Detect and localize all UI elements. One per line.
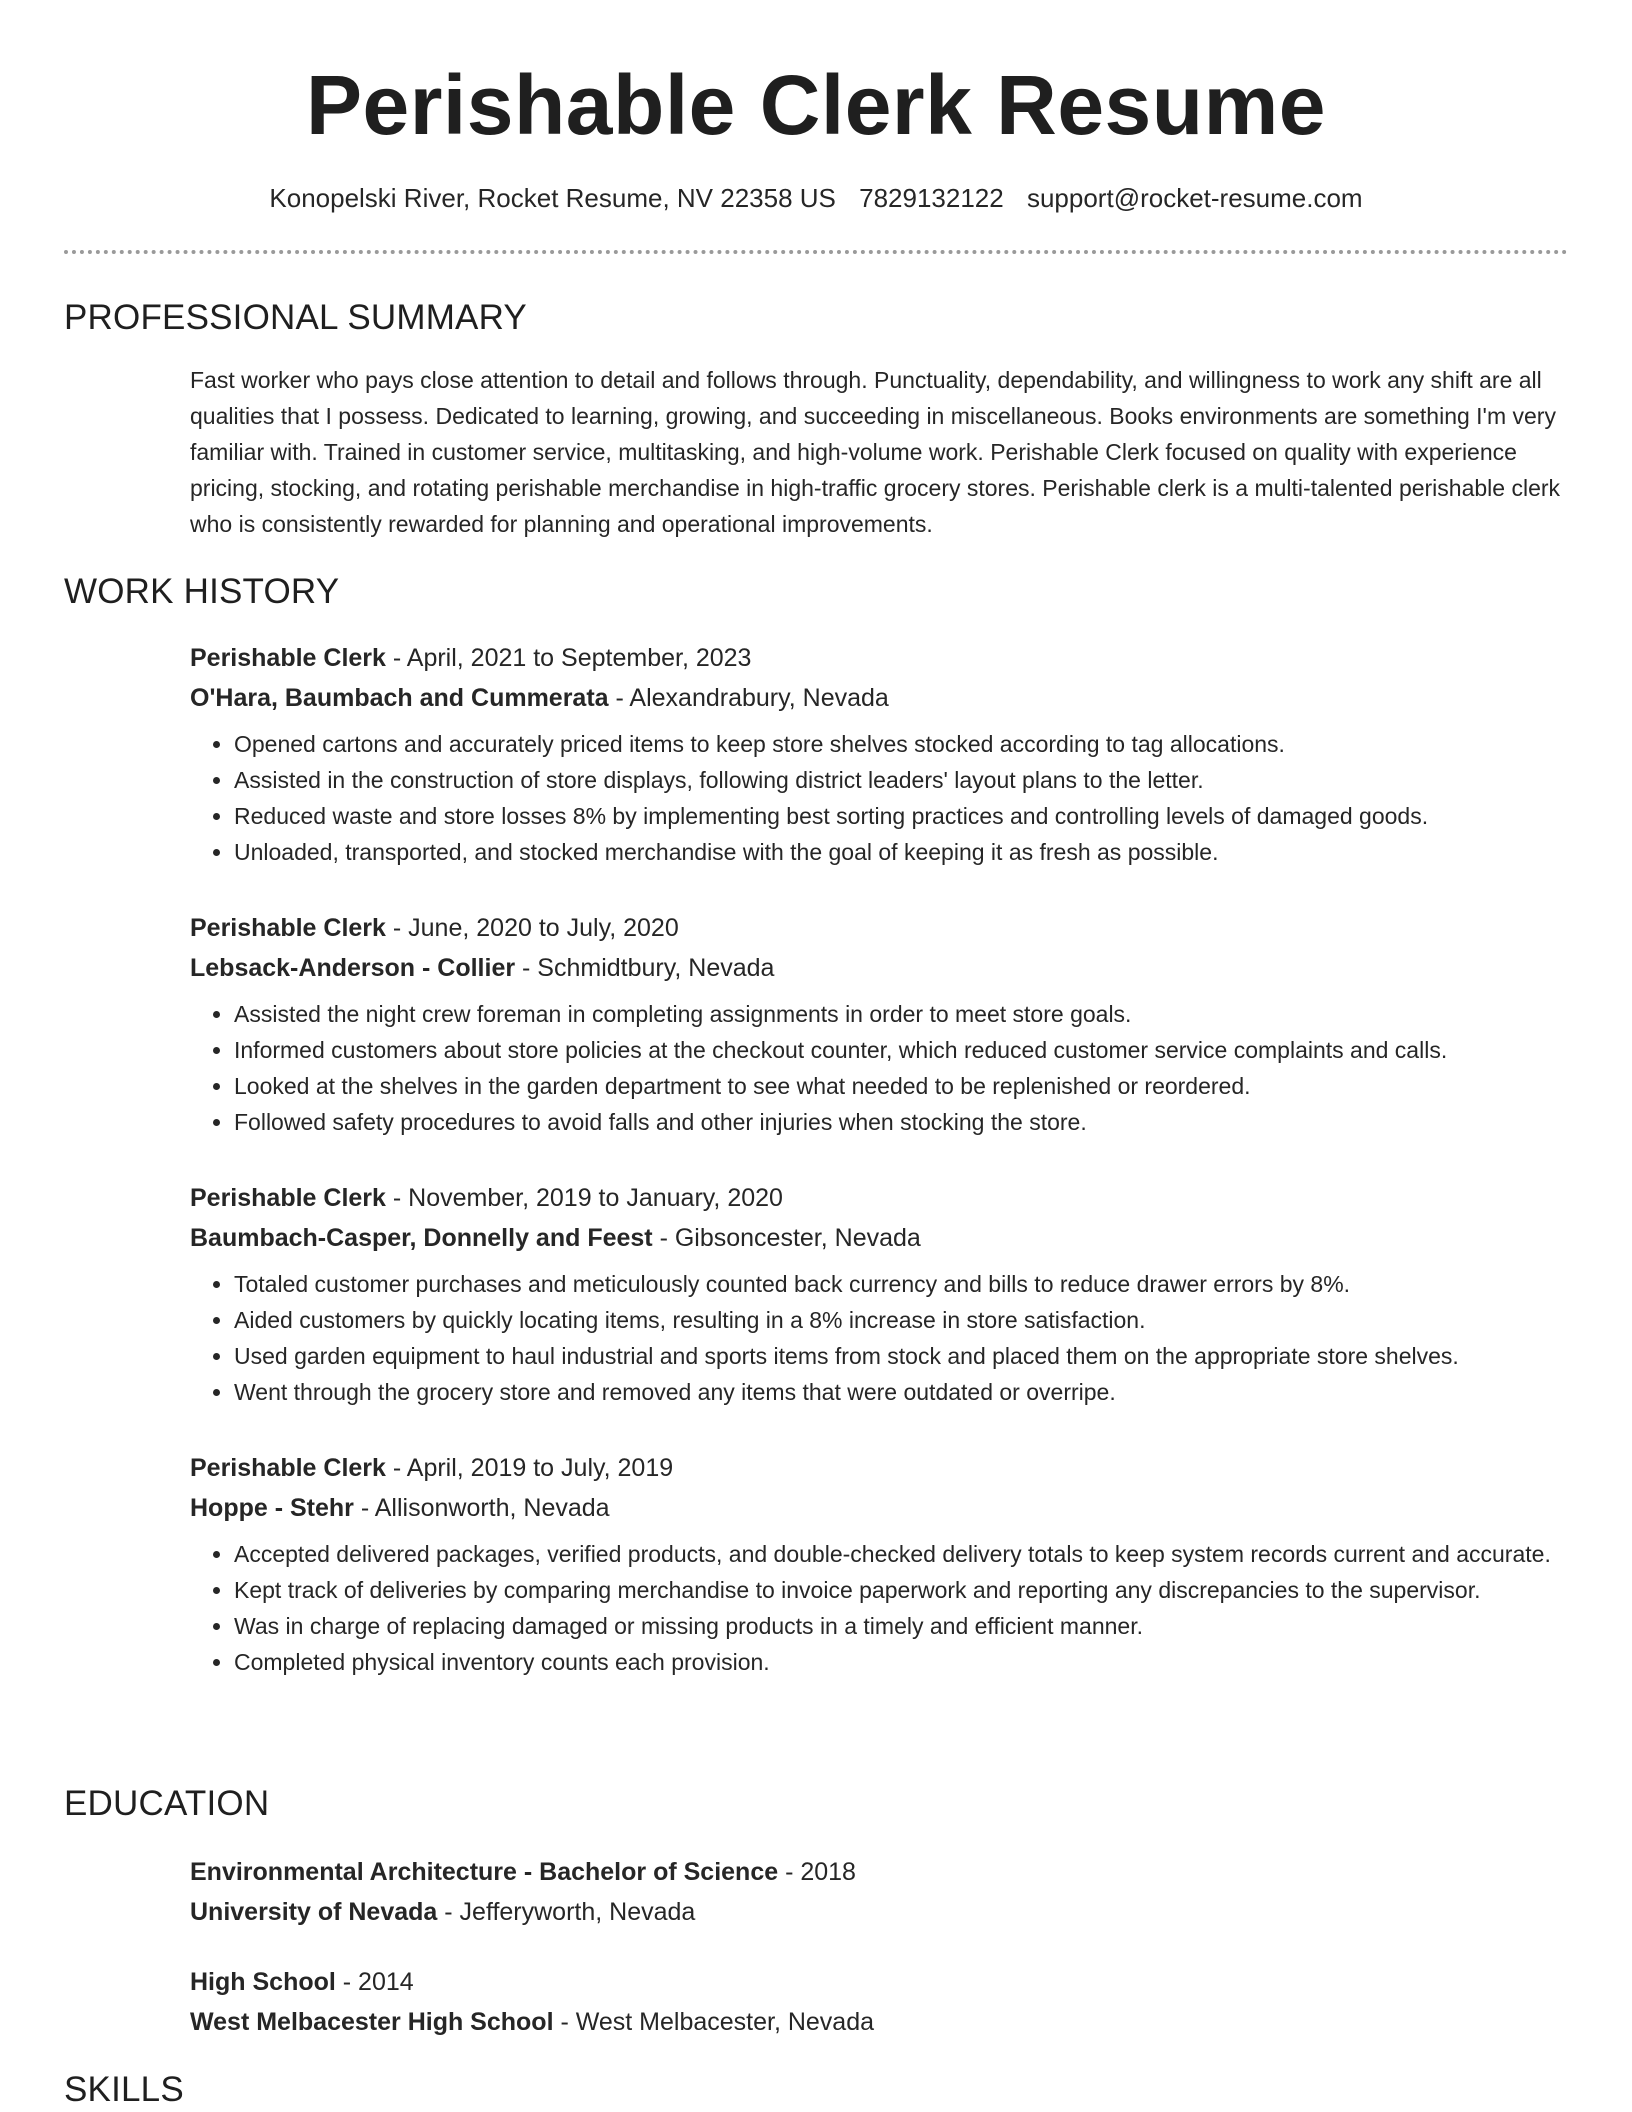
- job-bullet: • Completed physical inventory counts each provision.: [234, 1644, 1570, 1680]
- job-bullets: [190, 726, 1570, 870]
- job-company-line: [190, 1218, 1570, 1258]
- education-heading: EDUCATION: [64, 1784, 270, 1823]
- contact-line: [0, 178, 1632, 218]
- job-bullets: [190, 996, 1570, 1140]
- resume-title: Perishable Clerk Resume: [306, 58, 1326, 152]
- summary-heading: PROFESSIONAL SUMMARY: [64, 298, 527, 337]
- job-company-line: [190, 1488, 1570, 1528]
- job-company-line: [190, 678, 1570, 718]
- job-title: Perishable Clerk: [190, 914, 386, 942]
- job-bullet: • Assisted the night crew foreman in completing assignments in order to meet store goals.: [234, 996, 1570, 1032]
- job-company: O'Hara, Baumbach and Cummerata: [190, 684, 609, 712]
- job-bullet: • Opened cartons and accurately priced items to keep store shelves stocked according to tag allocations.: [234, 726, 1570, 762]
- job-company-line: [190, 948, 1570, 988]
- job-bullets: [190, 1266, 1570, 1410]
- job-bullets: [190, 1536, 1570, 1680]
- job-bullet: • Went through the grocery store and removed any items that were outdated or overripe.: [234, 1374, 1570, 1410]
- skills-heading: SKILLS: [64, 2070, 184, 2109]
- school-location: - West Melbacester, Nevada: [553, 2008, 875, 2036]
- job-bullet: • Used garden equipment to haul industrial and sports items from stock and placed them on the appropriate store shelves.: [234, 1338, 1570, 1374]
- job-title: Perishable Clerk: [190, 644, 386, 672]
- education-entry: [190, 1962, 1570, 2042]
- summary-block: [190, 362, 1570, 542]
- header-divider: [64, 250, 1568, 254]
- job-bullet: • Aided customers by quickly locating items, resulting in a 8% increase in store satisfaction.: [234, 1302, 1570, 1338]
- contact-address: Konopelski River, Rocket Resume, NV 22358 US: [269, 183, 836, 213]
- job-location: - Alexandrabury, Nevada: [608, 684, 889, 712]
- job-dates: - June, 2020 to July, 2020: [385, 914, 679, 942]
- job-location: - Allisonworth, Nevada: [353, 1494, 610, 1522]
- degree-name: Environmental Architecture - Bachelor of Science: [190, 1858, 779, 1886]
- job-location: - Schmidtbury, Nevada: [515, 954, 775, 982]
- job-entry: [190, 638, 1570, 870]
- contact-email: support@rocket-resume.com: [1026, 183, 1363, 213]
- school-line: [190, 1892, 1570, 1932]
- job-title-line: [190, 1178, 1570, 1218]
- job-entry: [190, 1448, 1570, 1680]
- job-company: Baumbach-Casper, Donnelly and Feest: [190, 1224, 653, 1252]
- job-entry: [190, 1178, 1570, 1410]
- job-title-line: [190, 638, 1570, 678]
- job-bullet: • Followed safety procedures to avoid falls and other injuries when stocking the store.: [234, 1104, 1570, 1140]
- school-name: West Melbacester High School: [190, 2008, 554, 2036]
- contact-phone: 7829132122: [859, 183, 1004, 213]
- job-dates: - April, 2019 to July, 2019: [385, 1454, 674, 1482]
- job-bullet: • Was in charge of replacing damaged or missing products in a timely and efficient manner.: [234, 1608, 1570, 1644]
- work-history-heading: WORK HISTORY: [64, 572, 340, 611]
- job-title: Perishable Clerk: [190, 1184, 386, 1212]
- job-title-line: [190, 1448, 1570, 1488]
- school-line: [190, 2002, 1570, 2042]
- job-dates: - November, 2019 to January, 2020: [385, 1184, 783, 1212]
- degree-name: High School: [190, 1968, 336, 1996]
- job-bullet: • Informed customers about store policies at the checkout counter, which reduced customer service complaints and calls.: [234, 1032, 1570, 1068]
- job-bullet: • Reduced waste and store losses 8% by implementing best sorting practices and controlling levels of damaged goods.: [234, 798, 1570, 834]
- job-entry: [190, 908, 1570, 1140]
- job-title-line: [190, 908, 1570, 948]
- degree-line: [190, 1962, 1570, 2002]
- education-entry: [190, 1852, 1570, 1932]
- job-dates: - April, 2021 to September, 2023: [385, 644, 752, 672]
- degree-year: - 2014: [335, 1968, 414, 1996]
- school-name: University of Nevada: [190, 1898, 438, 1926]
- job-bullet: • Accepted delivered packages, verified products, and double-checked delivery totals to keep system records current and accurate.: [234, 1536, 1570, 1572]
- school-location: - Jefferyworth, Nevada: [437, 1898, 696, 1926]
- job-bullet: • Unloaded, transported, and stocked merchandise with the goal of keeping it as fresh as possible.: [234, 834, 1570, 870]
- job-title: Perishable Clerk: [190, 1454, 386, 1482]
- summary-text: Fast worker who pays close attention to detail and follows through. Punctuality, dependability, and willingness to work any shift are all qualities that I possess. Dedicated to learning, growing, and succeeding in miscellaneous. Books environments are something I'm very familiar with. Trained in customer service, multitasking, and high-volume work. Perishable Clerk focused on quality with experience pricing, stocking, and rotating perishable merchandise in high-traffic grocery stores. Perishable clerk is a multi-talented perishable clerk who is consistently rewarded for planning and operational improvements.: [190, 367, 1561, 537]
- job-location: - Gibsoncester, Nevada: [652, 1224, 921, 1252]
- degree-year: - 2018: [778, 1858, 856, 1886]
- job-bullet: • Looked at the shelves in the garden department to see what needed to be replenished or reordered.: [234, 1068, 1570, 1104]
- job-bullet: • Kept track of deliveries by comparing merchandise to invoice paperwork and reporting any discrepancies to the supervisor.: [234, 1572, 1570, 1608]
- job-bullet: • Totaled customer purchases and meticulously counted back currency and bills to reduce drawer errors by 8%.: [234, 1266, 1570, 1302]
- job-bullet: • Assisted in the construction of store displays, following district leaders' layout plans to the letter.: [234, 762, 1570, 798]
- degree-line: [190, 1852, 1570, 1892]
- job-company: Hoppe - Stehr: [190, 1494, 354, 1522]
- job-company: Lebsack-Anderson - Collier: [190, 954, 516, 982]
